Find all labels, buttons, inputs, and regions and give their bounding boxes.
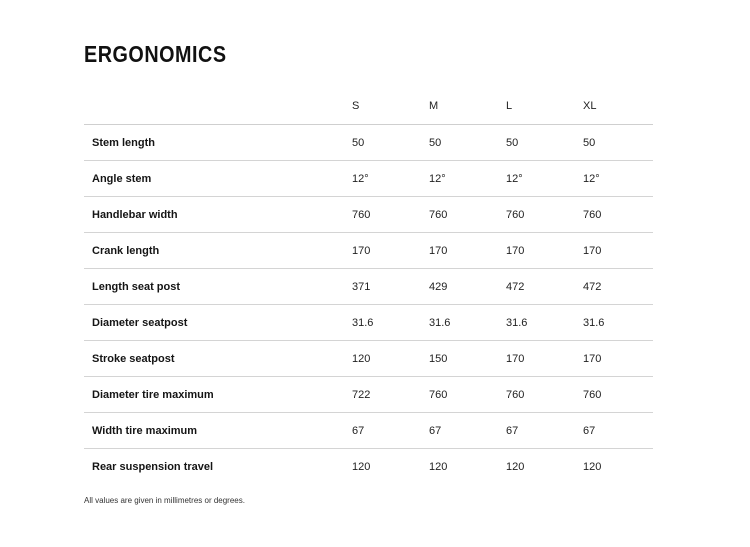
cell-xl: 170: [583, 244, 602, 257]
cell-m: 150: [429, 352, 448, 365]
cell-m: 760: [429, 208, 448, 221]
cell-xl: 31.6: [583, 316, 605, 329]
cell-l: 170: [506, 244, 525, 257]
row-label: Length seat post: [92, 280, 181, 293]
cell-m: 67: [429, 424, 442, 437]
cell-xl: 67: [583, 424, 596, 437]
row-label: Crank length: [92, 244, 160, 257]
cell-xl: 12°: [583, 172, 600, 185]
cell-m: 50: [429, 136, 442, 149]
row-label: Stroke seatpost: [92, 352, 175, 365]
cell-s: 120: [352, 460, 371, 473]
cell-l: 760: [506, 388, 525, 401]
table-row: [84, 197, 653, 233]
column-header-label: [84, 88, 352, 125]
cell-m: 170: [429, 244, 448, 257]
table-row: [84, 125, 653, 161]
cell-m: 31.6: [429, 316, 451, 329]
cell-xl: 472: [583, 280, 602, 293]
cell-m: 12°: [429, 172, 446, 185]
cell-l: 760: [506, 208, 525, 221]
table-row: [84, 233, 653, 269]
row-label: Handlebar width: [92, 208, 178, 221]
cell-l: 67: [506, 424, 519, 437]
row-label: Diameter seatpost: [92, 316, 188, 329]
column-header-s: S: [352, 88, 429, 125]
cell-s: 760: [352, 208, 371, 221]
cell-s: 12°: [352, 172, 369, 185]
cell-xl: 760: [583, 388, 602, 401]
table-header-row: [84, 88, 653, 125]
column-header-xl: XL: [583, 88, 653, 125]
footnote: All values are given in millimetres or degrees.: [84, 496, 245, 505]
column-header-m: M: [429, 88, 506, 125]
cell-s: 170: [352, 244, 371, 257]
cell-s: 722: [352, 388, 371, 401]
cell-m: 429: [429, 280, 448, 293]
row-label: Width tire maximum: [92, 424, 198, 437]
cell-l: 170: [506, 352, 525, 365]
cell-l: 50: [506, 136, 519, 149]
cell-xl: 120: [583, 460, 602, 473]
cell-xl: 760: [583, 208, 602, 221]
cell-s: 67: [352, 424, 365, 437]
cell-s: 120: [352, 352, 371, 365]
ergonomics-table: [84, 88, 653, 484]
table-row: [84, 377, 653, 413]
row-label: Stem length: [92, 136, 155, 149]
cell-l: 12°: [506, 172, 523, 185]
table-row: [84, 413, 653, 449]
cell-l: 472: [506, 280, 525, 293]
table-row: [84, 305, 653, 341]
column-header-l: L: [506, 88, 583, 125]
cell-m: 760: [429, 388, 448, 401]
row-label: Angle stem: [92, 172, 152, 185]
cell-s: 371: [352, 280, 371, 293]
cell-s: 50: [352, 136, 365, 149]
cell-m: 120: [429, 460, 448, 473]
table-row: [84, 449, 653, 485]
table-row: [84, 341, 653, 377]
row-label: Rear suspension travel: [92, 460, 214, 473]
cell-xl: 170: [583, 352, 602, 365]
cell-s: 31.6: [352, 316, 374, 329]
row-label: Diameter tire maximum: [92, 388, 214, 401]
table-row: [84, 161, 653, 197]
page-title: ERGONOMICS: [84, 41, 227, 67]
cell-l: 31.6: [506, 316, 528, 329]
cell-xl: 50: [583, 136, 596, 149]
table-row: [84, 269, 653, 305]
cell-l: 120: [506, 460, 525, 473]
